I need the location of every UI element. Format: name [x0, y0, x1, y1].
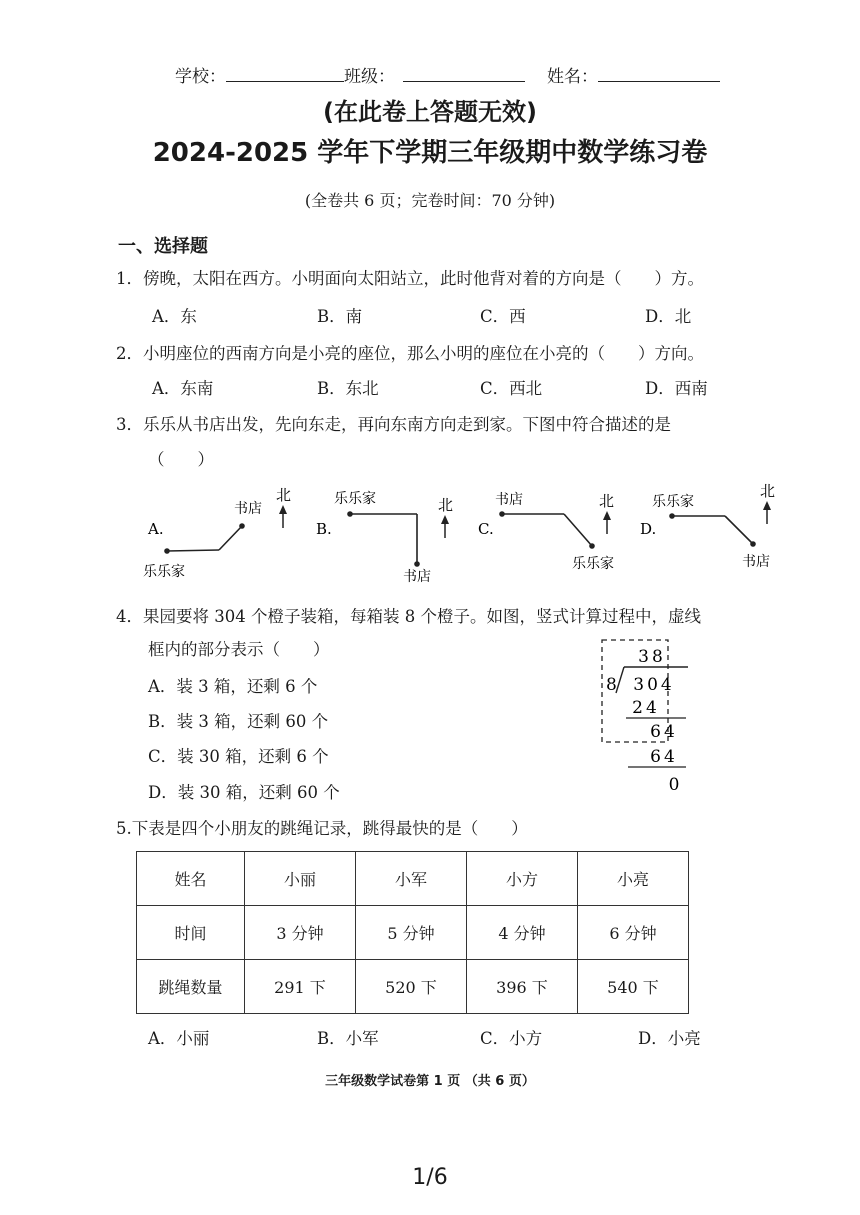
- class-label: 班级：: [344, 67, 395, 87]
- class-blank[interactable]: [403, 65, 525, 82]
- name-blank[interactable]: [598, 65, 720, 82]
- table-cell: 时间: [137, 906, 245, 960]
- question-3: 3．乐乐从书店出发，先向东走，再向东南方向走到家。下图中符合描述的是: [116, 415, 671, 434]
- question-3-answer-blank: （ ）: [148, 450, 214, 469]
- quotient: 38: [638, 647, 666, 667]
- q2-option-b[interactable]: B．东北: [317, 379, 379, 398]
- map-b[interactable]: [316, 491, 453, 585]
- q1-option-b[interactable]: B．南: [317, 307, 363, 326]
- map-c-option: C.: [478, 520, 494, 538]
- second-product: 64: [650, 747, 678, 767]
- section-heading: 一、选择题: [118, 236, 208, 257]
- page-title: 2024-2025 学年下学期三年级期中数学练习卷: [152, 138, 708, 168]
- q1-option-d[interactable]: D．北: [645, 307, 692, 326]
- long-division-svg: [596, 636, 696, 796]
- table-cell: 540 下: [578, 960, 689, 1014]
- table-cell: 3 分钟: [245, 906, 356, 960]
- map-d-place2: 书店: [742, 554, 770, 570]
- table-cell: 4 分钟: [467, 906, 578, 960]
- table-cell: 396 下: [467, 960, 578, 1014]
- map-c-place1: 书店: [495, 492, 523, 508]
- q5-option-a[interactable]: A．小丽: [148, 1029, 210, 1048]
- map-b-north-label: 北: [438, 496, 454, 514]
- table-cell: 跳绳数量: [137, 960, 245, 1014]
- table-row: [137, 852, 689, 906]
- page-number: 1/6: [412, 1165, 448, 1190]
- map-b-place2: 书店: [403, 569, 431, 585]
- exam-subtitle: (全卷共 6 页；完卷时间：70 分钟): [304, 191, 556, 210]
- q4-option-b[interactable]: B．装 3 箱，还剩 60 个: [148, 712, 329, 731]
- q5-option-c[interactable]: C．小方: [480, 1029, 543, 1048]
- q2-option-d[interactable]: D．西南: [645, 379, 708, 398]
- q4-option-c[interactable]: C．装 30 箱，还剩 6 个: [148, 747, 329, 766]
- dividend: 304: [633, 675, 675, 695]
- map-a-option: A.: [148, 520, 164, 538]
- name-label: 姓名：: [547, 67, 598, 87]
- map-a-place1: 书店: [234, 501, 262, 517]
- table-cell: 小亮: [578, 852, 689, 906]
- map-b-north-arrow-icon: [441, 515, 449, 538]
- q5-option-d[interactable]: D．小亮: [638, 1029, 701, 1048]
- map-d-north-label: 北: [760, 482, 776, 500]
- jump-rope-table: [136, 851, 689, 1014]
- invalid-notice: (在此卷上答题无效): [323, 98, 537, 126]
- map-b-place1: 乐乐家: [334, 491, 376, 507]
- map-a[interactable]: [143, 486, 291, 580]
- divisor: 8: [606, 675, 617, 695]
- school-label: 学校：: [175, 67, 226, 87]
- table-cell: 小军: [356, 852, 467, 906]
- table-cell: 5 分钟: [356, 906, 467, 960]
- map-d-option: D.: [640, 520, 657, 538]
- table-cell: 291 下: [245, 960, 356, 1014]
- q4-option-d[interactable]: D．装 30 箱，还剩 60 个: [148, 783, 340, 802]
- question-5: 5.下表是四个小朋友的跳绳记录，跳得最快的是（ ）: [116, 819, 528, 838]
- long-division-figure: [596, 636, 696, 796]
- map-c[interactable]: [478, 491, 614, 572]
- table-row: [137, 906, 689, 960]
- first-product: 24: [632, 698, 660, 718]
- map-a-place2: 乐乐家: [143, 564, 185, 580]
- table-cell: 小方: [467, 852, 578, 906]
- q4-option-a[interactable]: A．装 3 箱，还剩 6 个: [148, 677, 318, 696]
- direction-maps: [140, 478, 800, 588]
- page-footer: 三年级数学试卷第 1 页 （共 6 页）: [325, 1074, 535, 1089]
- q2-option-c[interactable]: C．西北: [480, 379, 543, 398]
- final-remainder: 0: [668, 775, 680, 795]
- question-2: 2．小明座位的西南方向是小亮的座位，那么小明的座位在小亮的（ ）方向。: [116, 344, 704, 363]
- table-cell: 520 下: [356, 960, 467, 1014]
- direction-maps-svg: [140, 478, 800, 588]
- map-d-place1: 乐乐家: [652, 494, 694, 510]
- map-a-north-arrow-icon: [279, 505, 287, 528]
- table-cell: 小丽: [245, 852, 356, 906]
- table-cell: 6 分钟: [578, 906, 689, 960]
- question-4: 4．果园要将 304 个橙子装箱，每箱装 8 个橙子。如图，竖式计算过程中，虚线: [116, 607, 701, 626]
- q2-option-a[interactable]: A．东南: [152, 379, 214, 398]
- map-d-north-arrow-icon: [763, 501, 771, 524]
- school-blank[interactable]: [226, 65, 344, 82]
- student-info-line: [175, 62, 720, 87]
- q1-option-c[interactable]: C．西: [480, 307, 526, 326]
- map-c-place2: 乐乐家: [572, 556, 614, 572]
- question-4-line2: 框内的部分表示（ ）: [148, 640, 330, 659]
- table-cell: 姓名: [137, 852, 245, 906]
- map-d[interactable]: [640, 482, 775, 570]
- table-row: [137, 960, 689, 1014]
- map-b-option: B.: [316, 520, 332, 538]
- q1-option-a[interactable]: A．东: [152, 307, 197, 326]
- map-c-north-label: 北: [599, 492, 615, 510]
- first-remainder: 64: [650, 722, 678, 742]
- q5-option-b[interactable]: B．小军: [317, 1029, 379, 1048]
- map-a-north-label: 北: [276, 486, 292, 504]
- question-1: 1．傍晚，太阳在西方。小明面向太阳站立，此时他背对着的方向是（ ）方。: [116, 269, 704, 288]
- map-c-north-arrow-icon: [603, 511, 611, 534]
